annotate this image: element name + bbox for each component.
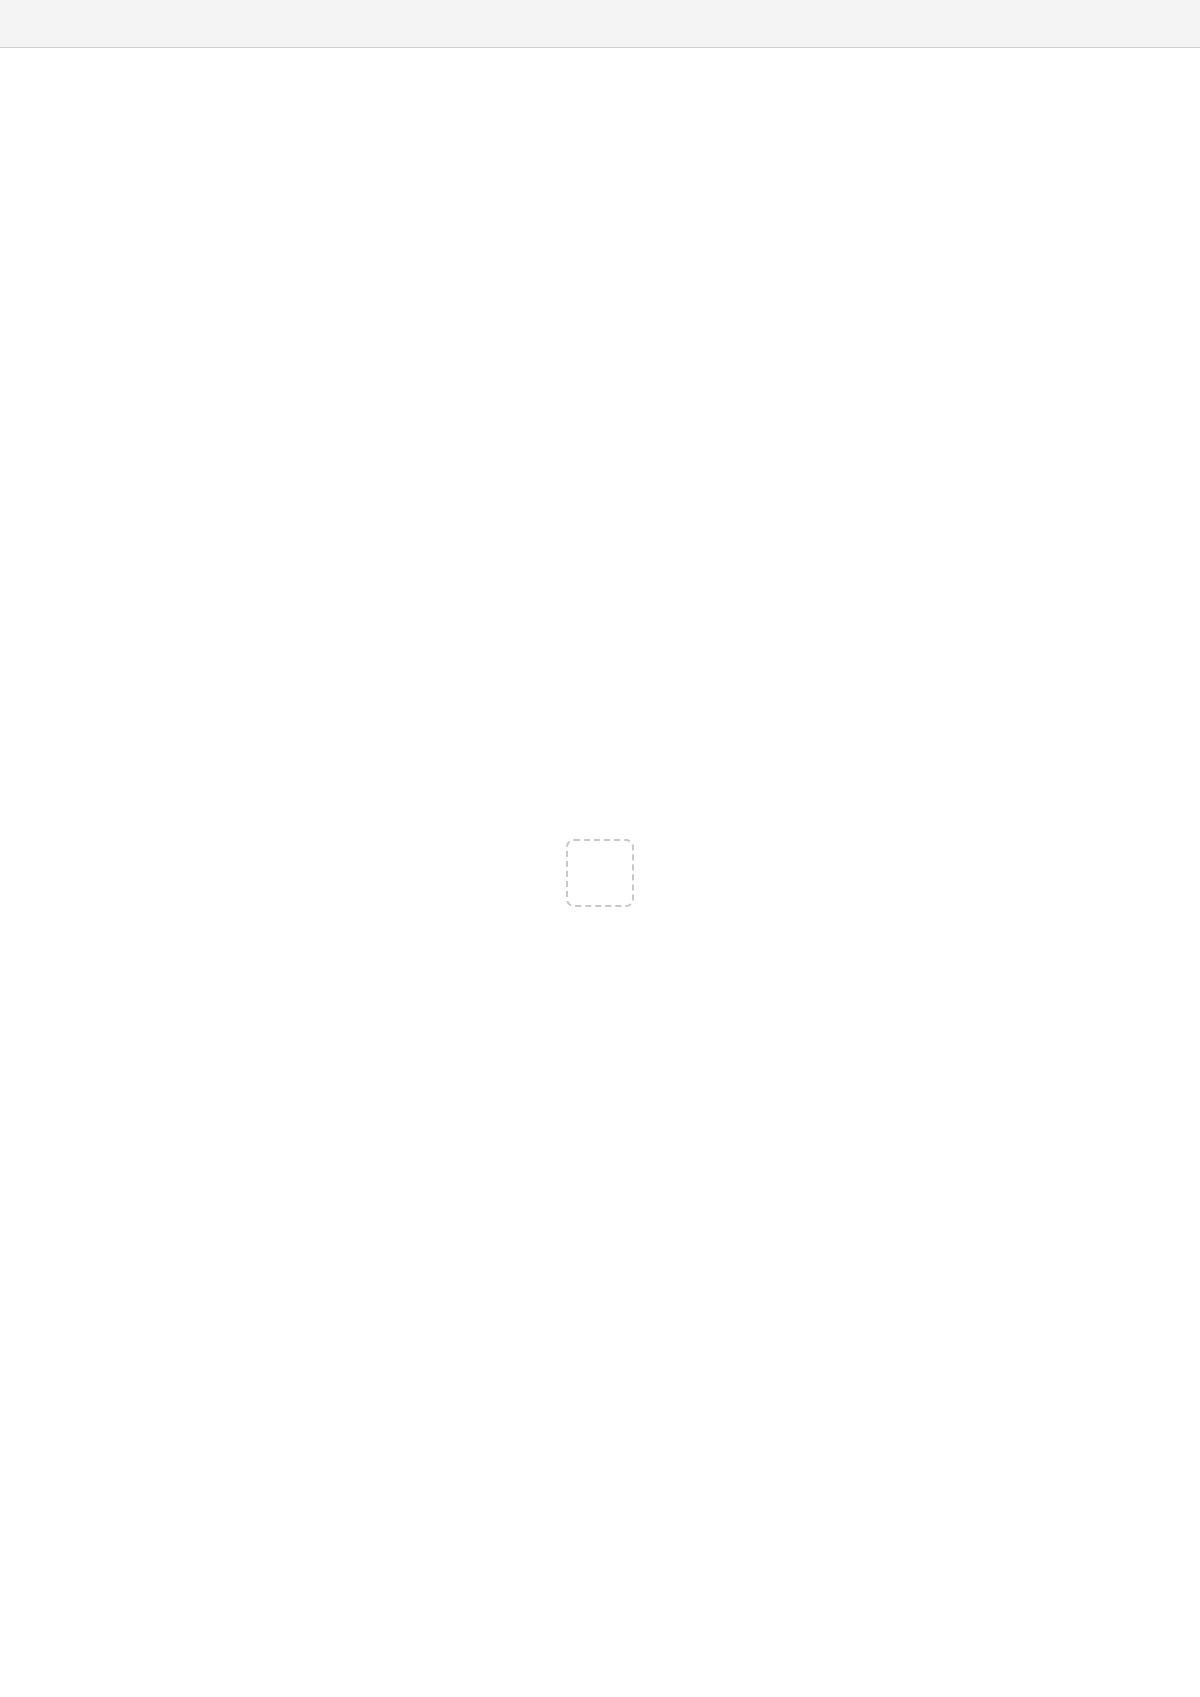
main-notice	[566, 839, 634, 907]
window-header	[0, 0, 1200, 48]
main-content-area	[0, 48, 1200, 1697]
